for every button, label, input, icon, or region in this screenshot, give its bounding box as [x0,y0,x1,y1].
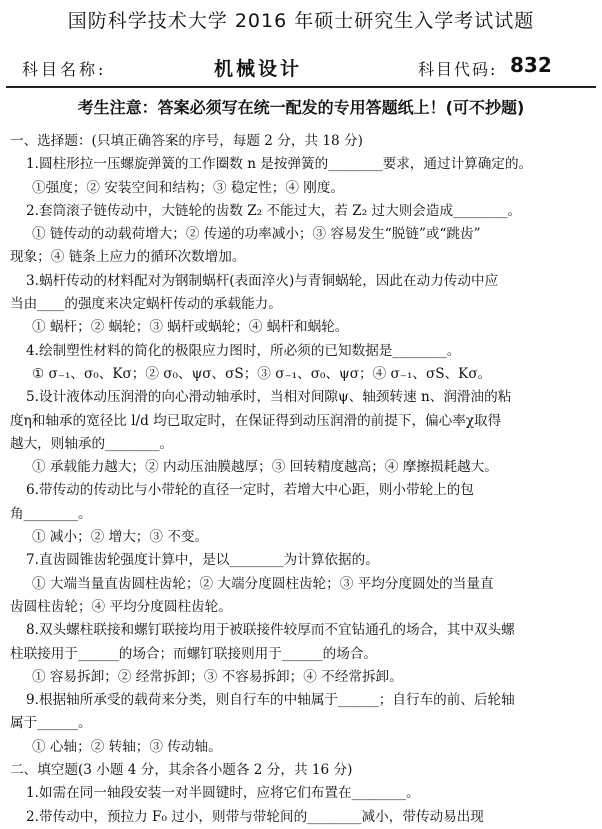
question-line: 当由____的强度来决定蜗杆传动的承载能力。 [10,296,282,313]
question-line: 3.蜗杆传动的材料配对为钢制蜗杆(表面淬火)与青铜蜗轮，因此在动力传动中应 [26,272,499,289]
question-line: 度η和轴承的宽径比 l/d 均已取定时，在保证得到动压润滑的前提下，偏心率χ取得 [10,412,502,429]
question-line: 2.套筒滚子链传动中，大链轮的齿数 Z₂ 不能过大，若 Z₂ 过大则会造成________。 [26,202,522,219]
subject-name: 机械设计 [214,58,303,80]
subject-code-label: 科目代码: [418,60,498,79]
question-line: 9.根据轴所承受的载荷来分类，则自行车的中轴属于______；自行车的前、后轮轴 [26,692,515,709]
question-line: 8.双头螺柱联接和螺钉联接均用于被联接件较厚而不宜钻通孔的场合，其中双头螺 [26,622,515,639]
question-line: 越大，则轴承的________。 [10,435,174,452]
exam-title: 国防科学技术大学 2016 年硕士研究生入学考试试题 [67,10,535,32]
question-line: 4.绘制塑性材料的简化的极限应力图时，所必须的已知数据是________。 [26,342,461,359]
options-line: ① 大端当量直齿圆柱齿轮；② 大端分度圆柱齿轮；③ 平均分度圆处的当量直 [32,575,494,592]
options-line: ① σ₋₁、σ₀、Kσ；② σ₀、ψσ、σS；③ σ₋₁、σ₀、ψσ；④ σ₋₁、σS、Kσ。 [32,365,492,382]
question-line: 1.圆柱形拉一压螺旋弹簧的工作圈数 n 是按弹簧的________要求，通过计算确定的。 [26,156,533,173]
options-line: ①强度；② 安装空间和结构；③ 稳定性；④ 刚度。 [32,179,345,196]
options-line: ① 链传动的动载荷增大；② 传递的功率减小；③ 容易发生“脱链”或“跳齿” [32,226,481,243]
options-line: 齿圆柱齿轮；④ 平均分度圆柱齿轮。 [10,598,232,615]
question-line: 属于______。 [10,715,92,732]
subject-name-label: 科目名称: [22,60,107,79]
subject-row [0,44,602,84]
question-line: 7.直齿圆锥齿轮强度计算中，是以________为计算依据的。 [26,552,379,569]
question-line: 5.设计液体动压润滑的向心滑动轴承时，当相对间隙ψ、轴颈转速 n、润滑油的粘 [26,389,512,406]
question-line: 6.带传动的传动比与小带轮的直径一定时，若增大中心距，则小带轮上的包 [26,482,474,499]
options-line: ① 承载能力越大；② 内动压油膜越厚；③ 回转精度越高；④ 摩擦损耗越大。 [32,459,498,476]
question-line: 2.带传动中，预拉力 F₀ 过小，则带与带轮间的________减小，带传动易出现 [26,808,484,825]
options-line: 现象；④ 链条上应力的循环次数增加。 [10,249,246,266]
options-line: ① 心轴；② 转轴；③ 传动轴。 [32,738,222,755]
options-line: ① 减小；② 增大；③ 不变。 [32,529,209,546]
question-line: 柱联接用于______的场合；而螺钉联接则用于______的场合。 [10,645,378,662]
subject-code: 832 [510,53,552,77]
options-line: ① 容易拆卸；② 经常拆卸；③ 不容易拆卸；④ 不经常拆卸。 [32,668,403,685]
candidate-notice: 考生注意：答案必须写在统一配发的专用答题纸上！(可不抄题) [77,98,525,117]
header-divider [6,86,596,88]
question-body [10,130,594,829]
options-line: ① 蜗杆；② 蜗轮；③ 蜗杆或蜗轮；④ 蜗杆和蜗轮。 [32,319,349,336]
section-heading: 二、填空题(3 小题 4 分，其余各小题各 2 分，共 16 分) [10,762,353,779]
section-heading: 一、选择题：(只填正确答案的序号，每题 2 分，共 18 分) [10,133,363,149]
question-line: 1.如需在同一轴段安装一对半圆键时，应将它们布置在________。 [26,785,420,802]
question-line: 角________。 [10,505,92,522]
